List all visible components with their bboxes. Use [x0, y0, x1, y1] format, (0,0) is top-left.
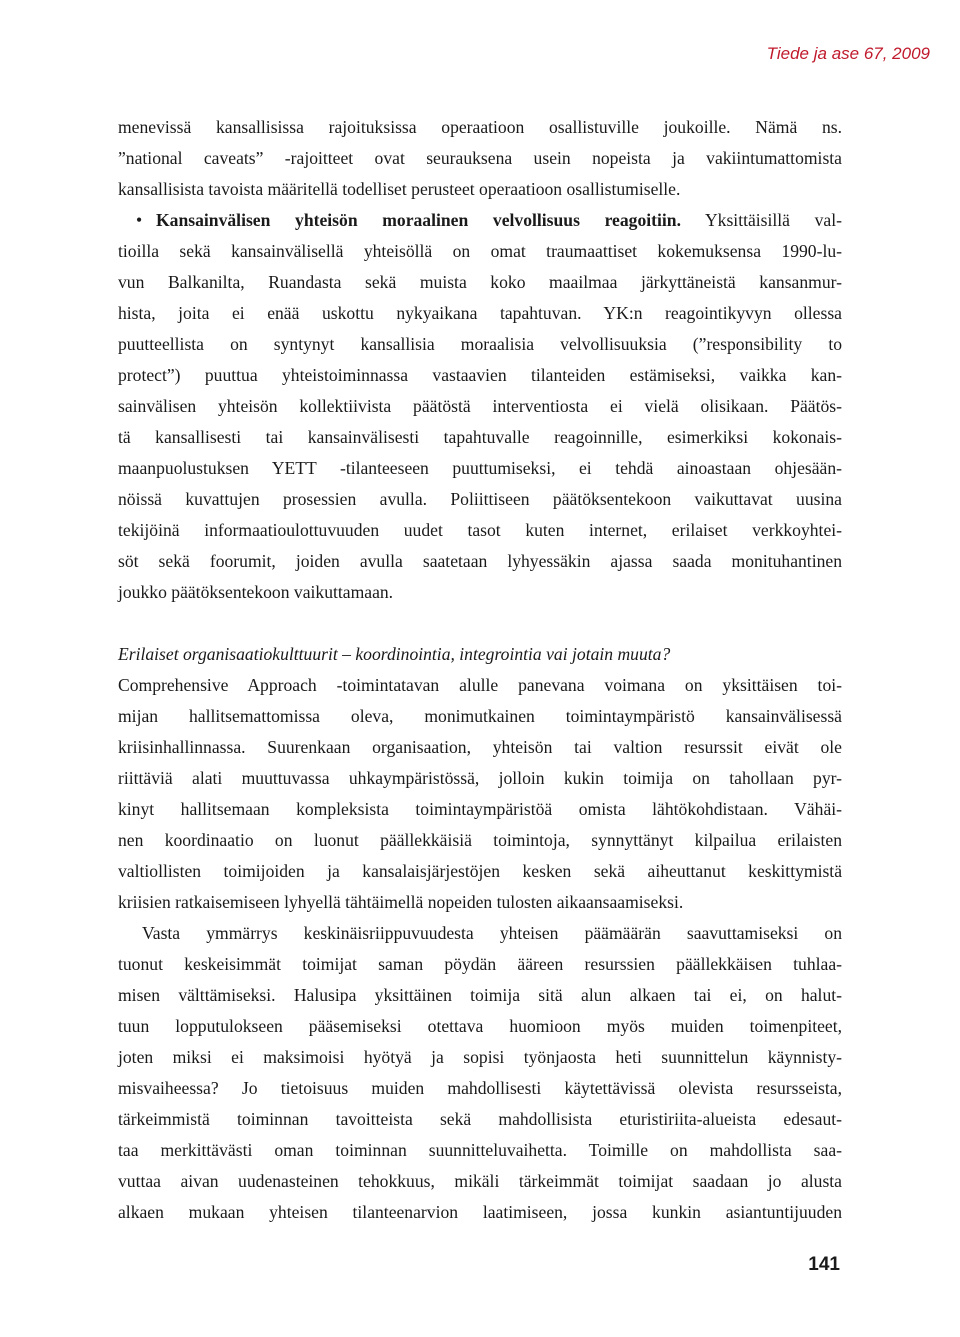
text-line: tärkeimmistä toiminnan tavoitteista sekä mahdollisista eturistiriita-alueista edesaut- [118, 1109, 842, 1129]
text-line: Comprehensive Approach -toimintatavan alulle panevana voimana on yksittäisen toi- [118, 675, 842, 695]
text-line: kriisinhallinnassa. Suurenkaan organisaation, yhteisön tai valtion resurssit eivät ole [118, 737, 842, 757]
journal-header: Tiede ja ase 67, 2009 [766, 44, 930, 63]
paragraph-first-line: Vasta ymmärrys keskinäisriippuvuudesta yhteisen päämäärän saavuttamiseksi on [142, 923, 842, 943]
text-line: joukko päätöksentekoon vaikuttamaan. [118, 582, 394, 602]
body-text [118, 112, 842, 1228]
bullet-line [118, 205, 842, 236]
text-line: hista, joita ei enää uskottu nykyaikana tapahtuvan. YK:n reagointikyvyn ollessa [118, 303, 842, 323]
text-line: söt sekä foorumit, joiden avulla saatetaan lyhyessäkin ajassa saada monituhantinen [118, 551, 842, 571]
text-line: vun Balkanilta, Ruandasta sekä muista koko maailmaa järkyttäneistä kansanmur- [118, 272, 842, 292]
text-line: tioilla sekä kansainvälisellä yhteisöllä on omat traumaattiset kokemuksensa 1990-lu- [118, 241, 842, 261]
text-line: puutteellista on syntynyt kansallisia moraalisia velvollisuuksia (”responsibility to [118, 334, 842, 354]
text-line: sainvälisen yhteisön kollektiivista päätöstä interventiosta ei vielä olisikaan. Päätös- [118, 396, 842, 416]
text-line: maanpuolustuksen YETT -tilanteeseen puuttumiseksi, ei tehdä ainoastaan ohjesään- [118, 458, 842, 478]
text-line: menevissä kansallisissa rajoituksissa operaatioon osallistuville joukoille. Nämä ns. [118, 117, 842, 137]
text-line: kansallisista tavoista määritellä todelliset perusteet operaatioon osallistumiselle. [118, 179, 681, 199]
text-line: vuttaa aivan uudenasteinen tehokkuus, mikäli tärkeimmät toimijat saadaan jo alusta [118, 1171, 842, 1191]
text-line: nöissä kuvattujen prosessien avulla. Poliittiseen päätöksentekoon vaikuttavat uusina [118, 489, 842, 509]
text-line: tekijöinä informaatioulottuvuuden uudet tasot kuten internet, erilaiset verkkoyhtei- [118, 520, 842, 540]
text-line: kriisien ratkaisemiseen lyhyellä tähtäimellä nopeiden tulosten aikaansaamiseksi. [118, 892, 684, 912]
bullet-text: Yksittäisillä val- [680, 210, 842, 230]
text-line: kinyt hallitsemaan kompleksista toimintaympäristöä omista lähtökohdistaan. Vähäi- [118, 799, 842, 819]
text-line: tuun lopputulokseen pääsemiseksi otettava huomioon myös muiden toimenpiteet, [118, 1016, 842, 1036]
text-line: tuonut keskeisimmät toimijat saman pöydän ääreen resurssien päällekkäisen tuhlaa- [118, 954, 842, 974]
text-line: nen koordinaatio on luonut päällekkäisiä toimintoja, synnyttänyt kilpailua erilaisten [118, 830, 842, 850]
text-line: mijan hallitsemattomissa oleva, monimutkainen toimintaympäristö kansainvälisessä [118, 706, 842, 726]
text-line: taa merkittävästi oman toiminnan suunnitteluvaihetta. Toimille on mahdollista saa- [118, 1140, 842, 1160]
text-line: valtiollisten toimijoiden ja kansalaisjärjestöjen kesken sekä aiheuttanut keskittymistä [118, 861, 842, 881]
text-line: protect”) puuttua yhteistoiminnassa vastaavien tilanteiden estämiseksi, vaikka kan- [118, 365, 842, 385]
bullet-icon: • [136, 210, 143, 230]
section-heading: Erilaiset organisaatiokulttuurit – koordinointia, integrointia vai jotain muuta? [118, 644, 671, 664]
text-line: alkaen mukaan yhteisen tilanteenarvion laatimiseen, jossa kunkin asiantuntijuuden [118, 1202, 842, 1222]
text-line: ”national caveats” -rajoitteet ovat seurauksena usein nopeista ja vakiintumattomista [118, 148, 842, 168]
text-line: misen välttämiseksi. Halusipa yksittäinen toimija sitä alun alkaen tai ei, on halut- [118, 985, 842, 1005]
text-line: misvaiheessa? Jo tietoisuus muiden mahdollisesti käytettävissä olevista resursseista, [118, 1078, 842, 1098]
bullet-heading: Kansainvälisen yhteisön moraalinen velvollisuus reagoitiin. [156, 210, 681, 230]
text-line: tä kansallisesti tai kansainvälisesti tapahtuvalle reagoinnille, esimerkiksi kokonais- [118, 427, 842, 447]
page-number: 141 [808, 1254, 840, 1275]
text-line: riittäviä alati muuttuvassa uhkaympäristössä, jolloin kukin toimija on tahollaan pyr- [118, 768, 842, 788]
text-line: joten miksi ei maksimoisi hyötyä ja sopisi työnjaosta heti suunnittelun käynnisty- [118, 1047, 842, 1067]
